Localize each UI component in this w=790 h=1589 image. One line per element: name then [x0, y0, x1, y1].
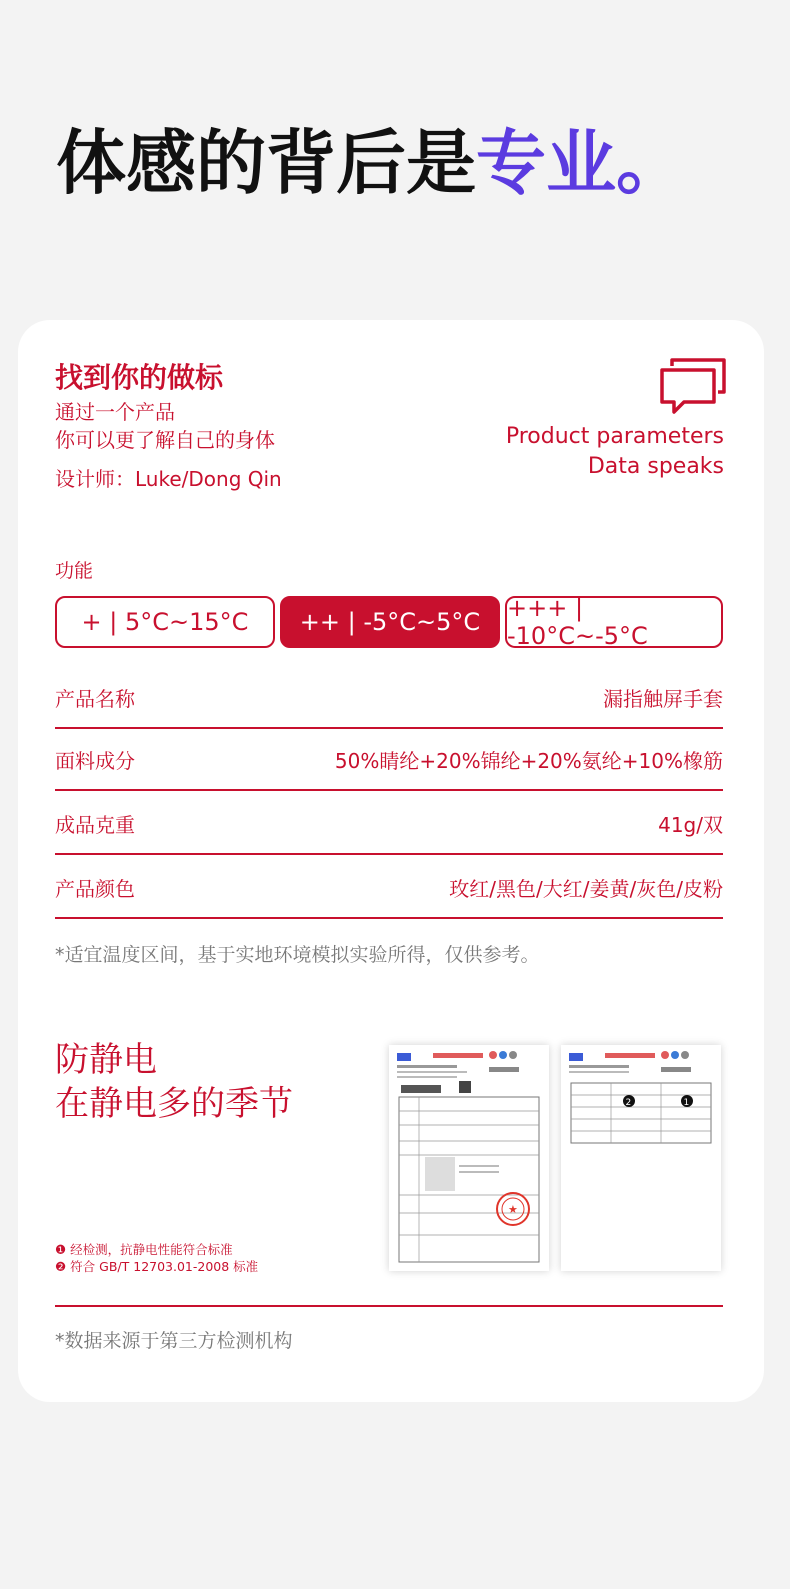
params-line-2: Data speaks	[587, 454, 724, 479]
function-option-2[interactable]: ++ | -5°C~5°C	[280, 596, 500, 648]
spec-row	[55, 857, 723, 919]
data-source-note: *数据来源于第三方检测机构	[55, 1330, 293, 1352]
designer-credit: 设计师：Luke/Dong Qin	[55, 467, 282, 491]
spec-row	[55, 729, 723, 791]
product-card	[18, 320, 764, 1402]
intro-line-1: 通过一个产品	[55, 400, 175, 424]
function-label: 功能	[55, 560, 94, 582]
antistatic-note-2: ❷ 符合 GB/T 12703.01-2008 标准	[55, 1259, 259, 1274]
temperature-note: *适宜温度区间，基于实地环境模拟实验所得，仅供参考。	[55, 944, 540, 966]
svg-text:1: 1	[683, 1098, 690, 1108]
function-option-3[interactable]: +++ | -10°C~-5°C	[505, 596, 723, 648]
chat-bubbles-icon	[658, 356, 728, 416]
intro-line-2: 你可以更了解自己的身体	[55, 428, 275, 452]
divider	[55, 1305, 723, 1307]
page-headline	[56, 122, 686, 204]
test-report-image-1	[389, 1045, 549, 1271]
test-report-image-2	[561, 1045, 721, 1271]
spec-row	[55, 667, 723, 729]
spec-label: 面料成分	[55, 748, 135, 773]
svg-text:2: 2	[625, 1098, 632, 1108]
headline-accent: 专业。	[476, 122, 686, 204]
spec-label: 产品名称	[55, 686, 135, 711]
spec-value: 玫红/黑色/大红/姜黄/灰色/皮粉	[449, 876, 723, 901]
intro-title: 找到你的做标	[55, 361, 224, 394]
spec-row	[55, 793, 723, 855]
antistatic-note-1: ❶ 经检测，抗静电性能符合标准	[55, 1242, 233, 1257]
params-line-1: Product parameters	[505, 424, 724, 449]
spec-value: 50%睛纶+20%锦纶+20%氨纶+10%橡筋	[334, 748, 723, 773]
antistatic-title-2: 在静电多的季节	[55, 1084, 293, 1125]
spec-value: 漏指触屏手套	[603, 686, 723, 711]
headline-main: 体感的背后是	[56, 122, 476, 204]
antistatic-title	[55, 1038, 293, 1126]
spec-label: 成品克重	[55, 812, 135, 837]
spec-label: 产品颜色	[55, 876, 135, 901]
antistatic-title-1: 防静电	[55, 1040, 157, 1080]
function-option-1[interactable]: + | 5°C~15°C	[55, 596, 275, 648]
svg-text:★: ★	[508, 1203, 518, 1216]
spec-value: 41g/双	[658, 812, 723, 837]
